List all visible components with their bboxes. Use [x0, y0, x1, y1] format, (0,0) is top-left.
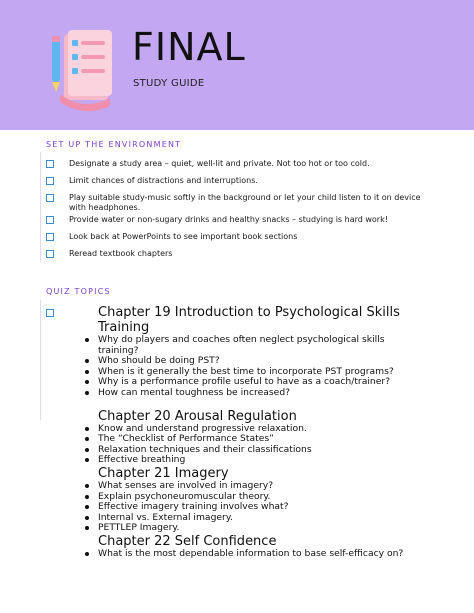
list-item: Why is a performance profile useful to have as a coach/trainer?	[83, 377, 423, 388]
checkbox[interactable]	[46, 309, 54, 317]
list-item: Internal vs. External imagery.	[83, 513, 423, 524]
quiz-heading: QUIZ TOPICS	[46, 287, 111, 296]
list-item: What senses are involved in imagery?	[83, 481, 423, 492]
header-banner	[0, 0, 474, 130]
list-item: How can mental toughness be increased?	[83, 388, 423, 399]
checklist-icon	[50, 28, 116, 112]
list-item: When is it generally the best time to incorporate PST programs?	[83, 367, 423, 378]
question-list	[83, 481, 423, 534]
list-item: What is the most dependable information to base self-efficacy on?	[83, 549, 423, 560]
question-list	[83, 335, 423, 399]
chapter-title: Chapter 21 Imagery	[98, 465, 229, 481]
checklist-item	[46, 232, 426, 242]
list-item: Explain psychoneuromuscular theory.	[83, 492, 423, 503]
page-title: FINAL	[132, 25, 246, 69]
checklist-item-text: Provide water or non-sugary drinks and healthy snacks – studying is hard work!	[69, 215, 388, 224]
checklist-item	[46, 176, 426, 186]
list-item: Why do players and coaches often neglect psychological skills training?	[83, 335, 423, 356]
checklist-item-text: Play suitable study-music softly in the background or let your child listen to it on device with headphones.	[69, 193, 421, 212]
checklist-item	[46, 159, 426, 169]
checklist-item	[46, 193, 426, 213]
environment-checklist	[46, 159, 426, 259]
list-item: Relaxation techniques and their classifications	[83, 445, 423, 456]
environment-heading: SET UP THE ENVIRONMENT	[46, 140, 182, 149]
checkbox[interactable]	[46, 233, 54, 241]
chapter-title: Chapter 20 Arousal Regulation	[98, 408, 297, 424]
list-item: The “Checklist of Performance States”	[83, 434, 423, 445]
checkbox[interactable]	[46, 216, 54, 224]
checklist-item	[46, 215, 426, 225]
checkbox[interactable]	[46, 194, 54, 202]
checkbox[interactable]	[46, 160, 54, 168]
section-divider	[40, 300, 41, 420]
list-item: Effective breathing	[83, 455, 423, 466]
chapter-title: Chapter 22 Self Confidence	[98, 533, 277, 549]
list-item: PETTLEP Imagery.	[83, 523, 423, 534]
page-subtitle: STUDY GUIDE	[133, 78, 205, 89]
chapter-title: Chapter 19 Introduction to Psychological Skills Training	[98, 305, 400, 335]
question-list	[83, 549, 423, 560]
quiz-topics	[83, 305, 423, 560]
checklist-item-text: Designate a study area – quiet, well-lit and private. Not too hot or too cold.	[69, 159, 370, 168]
list-item: Effective imagery training involves what?	[83, 502, 423, 513]
checklist-item-text: Look back at PowerPoints to see important book sections	[69, 232, 298, 241]
checklist-item	[46, 249, 426, 259]
checkbox[interactable]	[46, 177, 54, 185]
question-list	[83, 424, 423, 466]
checklist-item-text: Reread textbook chapters	[69, 249, 173, 258]
checkbox[interactable]	[46, 250, 54, 258]
list-item: Know and understand progressive relaxation.	[83, 424, 423, 435]
section-divider	[40, 152, 41, 262]
checklist-item-text: Limit chances of distractions and interruptions.	[69, 176, 258, 185]
list-item: Who should be doing PST?	[83, 356, 423, 367]
